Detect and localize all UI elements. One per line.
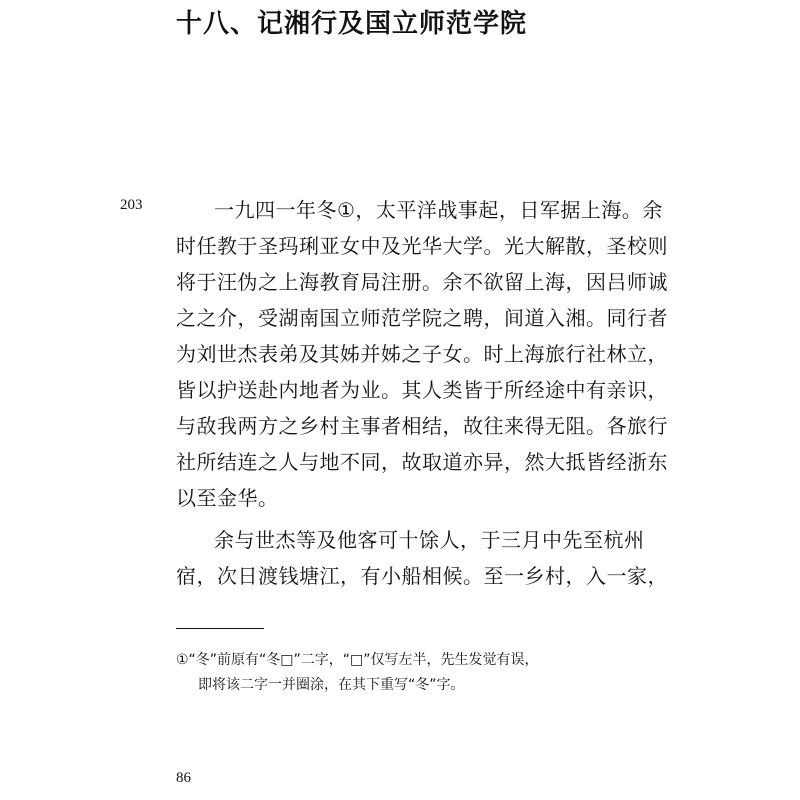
paragraph-line: 社所结连之人与地不同，故取道亦异，然大抵皆经浙东 [176, 450, 668, 474]
paragraph-line: 余与世杰等及他客可十馀人，于三月中先至杭州 [214, 528, 645, 552]
paragraph-2 [176, 522, 666, 594]
paragraph-line: 之之介，受湖南国立师范学院之聘，间道入湘。同行者 [176, 306, 668, 330]
footnote-divider [176, 628, 264, 629]
paragraph-line: 为刘世杰表弟及其姊并姊之子女。时上海旅行社林立， [176, 342, 668, 366]
chapter-title: 十八、记湘行及国立师范学院 [176, 9, 528, 39]
paragraph-line: 时任教于圣玛琍亚女中及光华大学。光大解散，圣校则 [176, 234, 668, 258]
paragraph-line: 与敌我两方之乡村主事者相结，故往来得无阻。各旅行 [176, 414, 668, 438]
footnote-line: 即将该二字一并圈涂，在其下重写“冬”字。 [198, 677, 465, 693]
paragraph-1 [176, 192, 666, 516]
paragraph-line: 以至金华。 [176, 486, 279, 510]
margin-page-reference: 203 [120, 197, 143, 213]
footnote-line: ①“冬”前原有“冬□”二字，“□”仅写左半，先生发觉有误， [176, 652, 539, 668]
page-number: 86 [176, 770, 191, 786]
paragraph-line: 宿，次日渡钱塘江，有小船相候。至一乡村，入一家， [176, 564, 668, 588]
paragraph-line: 一九四一年冬①，太平洋战事起，日军据上海。余 [214, 198, 663, 222]
footnote [176, 648, 676, 698]
paragraph-line: 将于汪伪之上海教育局注册。余不欲留上海，因吕师诚 [176, 270, 668, 294]
paragraph-line: 皆以护送赴内地者为业。其人类皆于所经途中有亲识， [176, 378, 668, 402]
